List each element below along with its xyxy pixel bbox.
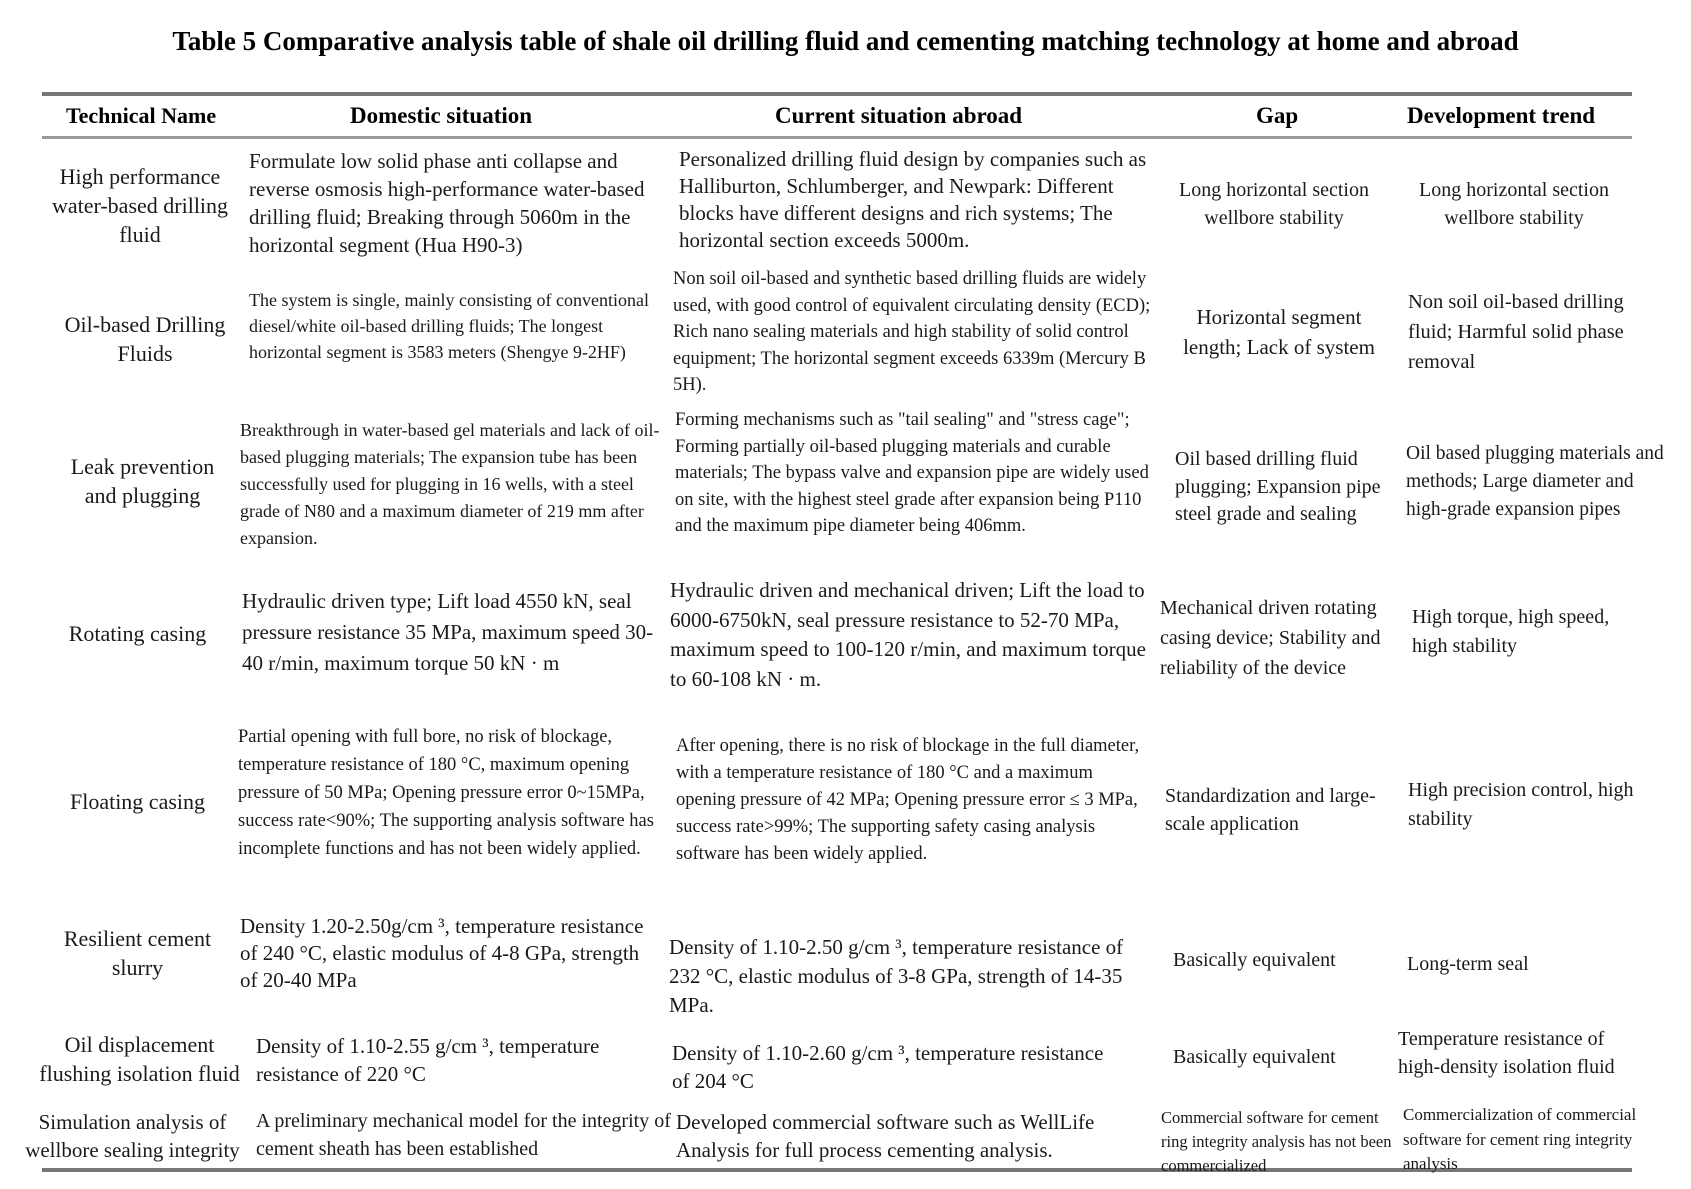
row-abroad: Non soil oil-based and synthetic based drilling fluids are widely used, with good control of equivalent circulating density (ECD); Rich nano sealing materials and high stability of solid control equipment; The horizontal segment exceeds 6339m (Mercury B 5H). bbox=[673, 269, 1151, 395]
row-gap: Oil based drilling fluid plugging; Expansion pipe steel grade and sealing bbox=[1175, 448, 1381, 525]
row-domestic: Breakthrough in water-based gel materials and lack of oil-based plugging materials; The expansion tube has been successfully used for plugging in 16 wells, with a steel grade of N80 and a maximum diameter of 219 mm after expansion. bbox=[240, 420, 660, 548]
row-domestic: A preliminary mechanical model for the integrity of cement sheath has been established bbox=[256, 1110, 671, 1160]
row-abroad: After opening, there is no risk of blockage in the full diameter, with a temperature resistance of 180 °C and a maximum opening pressure of 42 MPa; Opening pressure error ≤ 3 MPa, success rate>99%; The supporting safety casing analysis software has been widely applied. bbox=[676, 736, 1140, 864]
header-gap: Gap bbox=[1256, 103, 1299, 128]
row-gap: Standardization and large-scale application bbox=[1165, 785, 1376, 835]
row-trend: High torque, high speed, high stability bbox=[1412, 606, 1610, 657]
row-domestic: Partial opening with full bore, no risk of blockage, temperature resistance of 180 °C, maximum opening pressure of 50 MPa; Opening pressure error 0~15MPa, success rate<90%; The supporting analysis software has incomplete functions and has not been widely applied. bbox=[238, 727, 654, 859]
row-abroad: Personalized drilling fluid design by companies such as Halliburton, Schlumberger, and Newpark: Different blocks have different designs and rich systems; The horizontal section exceeds 5000m. bbox=[679, 147, 1147, 252]
header-technical-name: Technical Name bbox=[66, 103, 217, 128]
row-domestic: Density of 1.10-2.55 g/cm ³, temperature resistance of 220 °C bbox=[256, 1034, 600, 1086]
row-trend: Commercialization of commercial software for cement ring integrity analysis bbox=[1403, 1105, 1637, 1173]
row-technical-name: Oil displacement flushing isolation fluid bbox=[39, 1032, 240, 1086]
row-abroad: Developed commercial software such as WellLife Analysis for full process cementing analysis. bbox=[676, 1110, 1095, 1162]
row-gap: Long horizontal section wellbore stability bbox=[1179, 179, 1369, 229]
row-domestic: Density 1.20-2.50g/cm ³, temperature resistance of 240 °C, elastic modulus of 4-8 GPa, strength of 20-40 MPa bbox=[240, 914, 644, 992]
row-technical-name: High performance water-based drilling fluid bbox=[51, 164, 229, 247]
header-domestic: Domestic situation bbox=[350, 103, 533, 128]
row-gap: Horizontal segment length; Lack of system bbox=[1183, 305, 1375, 359]
row-abroad: Hydraulic driven and mechanical driven; Lift the load to 6000-6750kN, seal pressure resistance to 52-70 MPa, maximum speed to 100-120 r/min, and maximum torque to 60-108 kN · m. bbox=[670, 578, 1146, 691]
row-abroad: Forming mechanisms such as "tail sealing" and "stress cage"; Forming partially oil-based plugging materials and curable materials; The bypass valve and expansion pipe are widely used on site, with the highest steel grade after expansion being P110 and the maximum pipe diameter being 406mm. bbox=[675, 410, 1149, 536]
row-trend: High precision control, high stability bbox=[1408, 779, 1634, 830]
row-technical-name: Oil-based Drilling Fluids bbox=[64, 312, 226, 366]
row-abroad: Density of 1.10-2.60 g/cm ³, temperature resistance of 204 °C bbox=[672, 1041, 1104, 1093]
row-abroad: Density of 1.10-2.50 g/cm ³, temperature resistance of 232 °C, elastic modulus of 3-8 GPa, strength of 14-35 MPa. bbox=[669, 935, 1124, 1017]
table-title: Table 5 Comparative analysis table of shale oil drilling fluid and cementing matching technology at home and abroad bbox=[172, 26, 1519, 56]
row-technical-name: Leak prevention and plugging bbox=[70, 454, 215, 508]
row-gap: Basically equivalent bbox=[1173, 949, 1336, 971]
row-trend: Long horizontal section wellbore stability bbox=[1419, 179, 1609, 229]
row-trend: Non soil oil-based drilling fluid; Harmful solid phase removal bbox=[1408, 291, 1624, 373]
row-technical-name: Simulation analysis of wellbore sealing integrity bbox=[25, 1110, 240, 1162]
row-gap: Commercial software for cement ring integrity analysis has not been commercialized bbox=[1161, 1108, 1392, 1175]
row-gap: Mechanical driven rotating casing device; Stability and reliability of the device bbox=[1160, 597, 1381, 679]
row-trend: Oil based plugging materials and methods; Large diameter and high-grade expansion pipes bbox=[1406, 443, 1664, 520]
table-header-rule bbox=[42, 136, 1632, 139]
row-technical-name: Floating casing bbox=[69, 789, 206, 814]
row-technical-name: Resilient cement slurry bbox=[63, 926, 212, 980]
row-domestic: Formulate low solid phase anti collapse and reverse osmosis high-performance water-based drilling fluid; Breaking through 5060m in the horizontal segment (Hua H90-3) bbox=[249, 149, 645, 257]
row-trend: Temperature resistance of high-density isolation fluid bbox=[1398, 1028, 1615, 1078]
row-domestic: The system is single, mainly consisting of conventional diesel/white oil-based drilling fluids; The longest horizontal segment is 3583 meters (Shengye 9-2HF) bbox=[249, 290, 649, 362]
row-technical-name: Rotating casing bbox=[68, 621, 207, 646]
row-domestic: Hydraulic driven type; Lift load 4550 kN, seal pressure resistance 35 MPa, maximum speed 30-40 r/min, maximum torque 50 kN · m bbox=[242, 589, 654, 675]
row-trend: Long-term seal bbox=[1407, 953, 1529, 975]
header-abroad: Current situation abroad bbox=[775, 103, 1023, 128]
row-gap: Basically equivalent bbox=[1173, 1046, 1336, 1068]
header-trend: Development trend bbox=[1407, 103, 1596, 128]
